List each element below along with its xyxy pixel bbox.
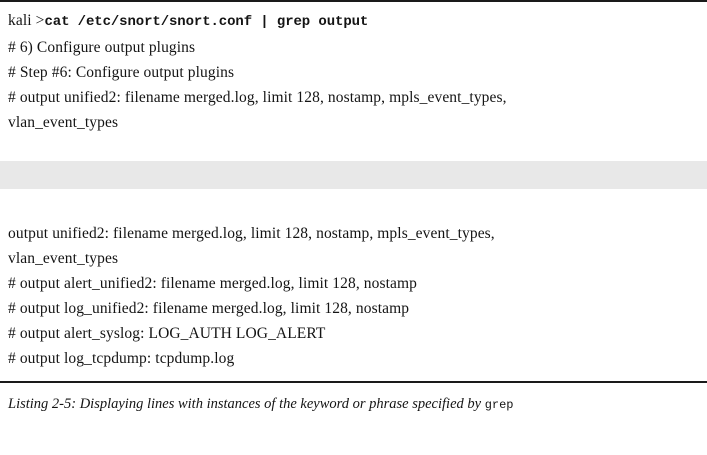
- listing-break-band: [0, 161, 707, 189]
- output-line: # output alert_unified2: filename merged.log, limit 128, nostamp: [8, 275, 418, 292]
- output-line: # output log_tcpdump: tcpdump.log: [8, 350, 235, 367]
- block-spacer: [0, 139, 707, 161]
- continued-output-block: [0, 215, 707, 375]
- output-line: vlan_event_types: [8, 114, 119, 131]
- output-line: # Step #6: Configure output plugins: [8, 64, 235, 81]
- shell-command: cat /etc/snort/snort.conf | grep output: [44, 14, 369, 30]
- output-line: vlan_event_types: [8, 250, 119, 267]
- shell-prompt: kali >: [8, 12, 45, 29]
- output-line: # output unified2: filename merged.log, limit 128, nostamp, mpls_event_types,: [8, 89, 507, 106]
- output-line: # output log_unified2: filename merged.log, limit 128, nostamp: [8, 300, 410, 317]
- command-line: [8, 8, 699, 35]
- output-line: # 6) Configure output plugins: [8, 39, 196, 56]
- output-line: # output alert_syslog: LOG_AUTH LOG_ALERT: [8, 325, 326, 342]
- listing-caption: [0, 383, 707, 415]
- block-spacer: [0, 189, 707, 215]
- caption-text: Listing 2-5: Displaying lines with instances of the keyword or phrase specified by: [8, 396, 485, 412]
- command-block: [0, 2, 707, 139]
- output-line: output unified2: filename merged.log, limit 128, nostamp, mpls_event_types,: [8, 225, 495, 242]
- caption-code-term: grep: [484, 398, 514, 412]
